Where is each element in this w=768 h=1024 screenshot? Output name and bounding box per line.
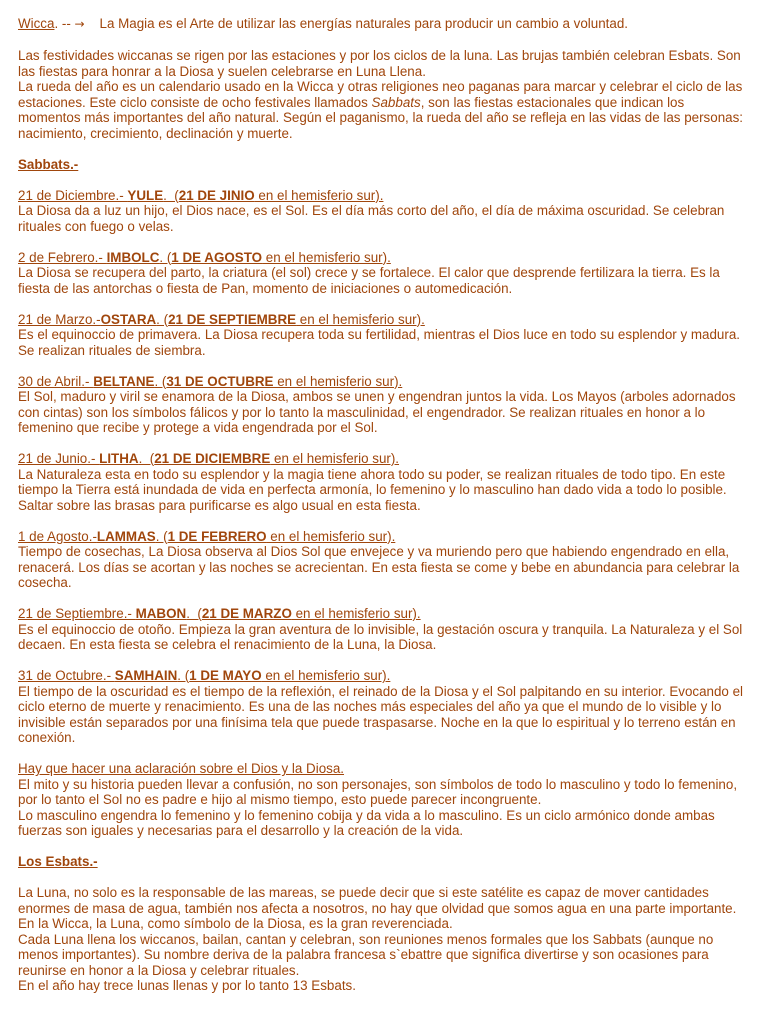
esbats-paragraph-4: En el año hay trece lunas llenas y por lo tanto 13 Esbats. bbox=[18, 978, 356, 993]
aclaracion-paragraph-1: El mito y su historia pueden llevar a confusión, no son personajes, son símbolos de todo lo masculino y todo lo femenino, por lo tanto el Sol no es padre e hijo al mismo tiempo, esto puede parecer incongruente. bbox=[18, 776, 738, 807]
sabbat-description: Es el equinoccio de primavera. La Diosa recupera toda su fertilidad, mientras el Dios luce en todo su esplendor y madura. Se realizan rituales de siembra. bbox=[18, 327, 740, 358]
wicca-link[interactable]: Wicca bbox=[18, 16, 55, 31]
sabbat-samhain bbox=[18, 668, 750, 746]
sabbat-description: El Sol, maduro y viril se enamora de la Diosa, ambos se unen y engendran juntos la vida. Los Mayos (arboles adornados con cintas) son los símbolos fálicos y por lo tanto la masculinidad, el engendrador. Se realizan rituales en honor a lo femenino que recibe y protege a vida engendrada por el Sol. bbox=[18, 389, 736, 435]
esbats-paragraph-2: En la Wicca, la Luna, como símbolo de la Diosa, es la gran reverenciada. bbox=[18, 916, 453, 931]
sabbat-description: La Naturaleza esta en todo su esplendor y la magia tiene ahora todo su poder, se realizan rituales de todo tipo. En este tiempo la Tierra está inundada de vida en perfecta armonía, lo femenino y lo masculino han dado vida a todo lo posible. Saltar sobre las brasas para purificarse es algo usual en esta fiesta. bbox=[18, 466, 727, 513]
sabbat-title: 30 de Abril.- BELTANE. (31 DE OCTUBRE en el hemisferio sur). bbox=[18, 373, 403, 389]
sabbat-description: Es el equinoccio de otoño. Empieza la gran aventura de lo invisible, la gestación oscura y tranquila. La Naturaleza y el Sol decaen. En esta fiesta se celebra el renacimiento de la Luna, la Diosa. bbox=[18, 621, 743, 652]
sabbat-lammas bbox=[18, 529, 750, 591]
magic-definition: La Magia es el Arte de utilizar las energías naturales para producir un cambio a voluntad. bbox=[84, 16, 628, 31]
sabbat-title: 31 de Octubre.- SAMHAIN. (1 DE MAYO en el hemisferio sur). bbox=[18, 668, 391, 683]
festividades-paragraph: Las festividades wiccanas se rigen por las estaciones y por los ciclos de la luna. Las brujas también celebran Esbats. Son las fiestas para honrar a la Diosa y suelen celebrarse en Luna Llena. bbox=[18, 48, 741, 79]
aclaracion-paragraph-2: Lo masculino engendra lo femenino y lo femenino cobija y da vida a lo masculino. Es un ciclo armónico donde ambas fuerzas son iguales y necesarias para el desarrollo y la creación de la vida. bbox=[18, 807, 715, 838]
esbats-heading: Los Esbats.- bbox=[18, 854, 98, 869]
sabbats-heading: Sabbats.- bbox=[18, 156, 79, 172]
sabbat-title: 1 de Agosto.-LAMMAS. (1 DE FEBRERO en el hemisferio sur). bbox=[18, 528, 396, 544]
sabbat-yule bbox=[18, 188, 750, 235]
sabbat-mabon bbox=[18, 606, 750, 653]
sabbat-title: 21 de Septiembre.- MABON. (21 DE MARZO en el hemisferio sur). bbox=[18, 606, 421, 621]
sabbat-title: 2 de Febrero.- IMBOLC. (1 DE AGOSTO en el hemisferio sur). bbox=[18, 249, 391, 265]
sabbat-description: Tiempo de cosechas, La Diosa observa al Dios Sol que envejece y va muriendo pero que habiendo engendrado en ella, renacerá. Los días se acortan y las noches se acrecientan. En esta fiesta se come y bebe en abundancia para celebrar la cosecha. bbox=[18, 544, 740, 590]
sabbat-litha bbox=[18, 451, 750, 513]
sabbat-ostara bbox=[18, 312, 750, 359]
intro-line: Wicca. -- → La Magia es el Arte de utilizar las energías naturales para producir un cambio a voluntad. bbox=[18, 16, 628, 31]
sabbat-imbolc bbox=[18, 250, 750, 297]
sabbat-description: La Diosa se recupera del parto, la criatura (el sol) crece y se fortalece. El calor que desprende fertilizara la tierra. Es la fiesta de las antorchas o fiesta de Pan, momento de iniciaciones o automedicación. bbox=[18, 265, 720, 296]
sabbat-title: 21 de Diciembre.- YULE. (21 DE JINIO en el hemisferio sur). bbox=[18, 187, 384, 203]
sabbat-description: El tiempo de la oscuridad es el tiempo de la reflexión, el reinado de la Diosa y el Sol palpitando en su interior. Evocando el ciclo eterno de muerte y renacimiento. Es una de las noches más especiales del año ya que el mundo de lo visible y lo invisible están separados por una finísima tela que puede traspasarse. Noche en la que lo espiritual y lo terreno están en conexión. bbox=[18, 683, 744, 745]
esbats-paragraph-1: La Luna, no solo es la responsable de las mareas, se puede decir que si este satélite es capaz de mover cantidades enormes de masa de agua, también nos afecta a nosotros, no hay que olvidad que somos agua en una parte importante. bbox=[18, 885, 737, 916]
sabbat-beltane bbox=[18, 374, 750, 436]
sabbat-title: 21 de Marzo.-OSTARA. (21 DE SEPTIEMBRE en el hemisferio sur). bbox=[18, 311, 425, 327]
arrow-right-icon: → bbox=[74, 17, 85, 31]
sabbat-title: 21 de Junio.- LITHA. (21 DE DICIEMBRE en el hemisferio sur). bbox=[18, 451, 400, 466]
rueda-paragraph: La rueda del año es un calendario usado en la Wicca y otras religiones neo paganas para marcar y celebrar el ciclo de las estaciones. Este ciclo consiste de ocho festivales llamados Sabbats, son las fiestas estacionales que indican los momentos más importantes del año natural. Según el paganismo, la rueda del año se refleja en las vidas de las personas: nacimiento, crecimiento, declinación y muerte. bbox=[18, 79, 744, 141]
sabbat-description: La Diosa da a luz un hijo, el Dios nace, es el Sol. Es el día más corto del año, el día de máxima oscuridad. Se celebran rituales con fuego o velas. bbox=[18, 203, 725, 234]
aclaracion-heading: Hay que hacer una aclaración sobre el Dios y la Diosa. bbox=[18, 761, 345, 776]
esbats-paragraph-3: Cada Luna llena los wiccanos, bailan, cantan y celebran, son reuniones menos formales que los Sabbats (aunque no menos importantes). Su nombre deriva de la palabra francesa s`ebattre que significa divertirse y son ocasiones para reunirse en honor a la Diosa y celebrar rituales. bbox=[18, 931, 714, 978]
